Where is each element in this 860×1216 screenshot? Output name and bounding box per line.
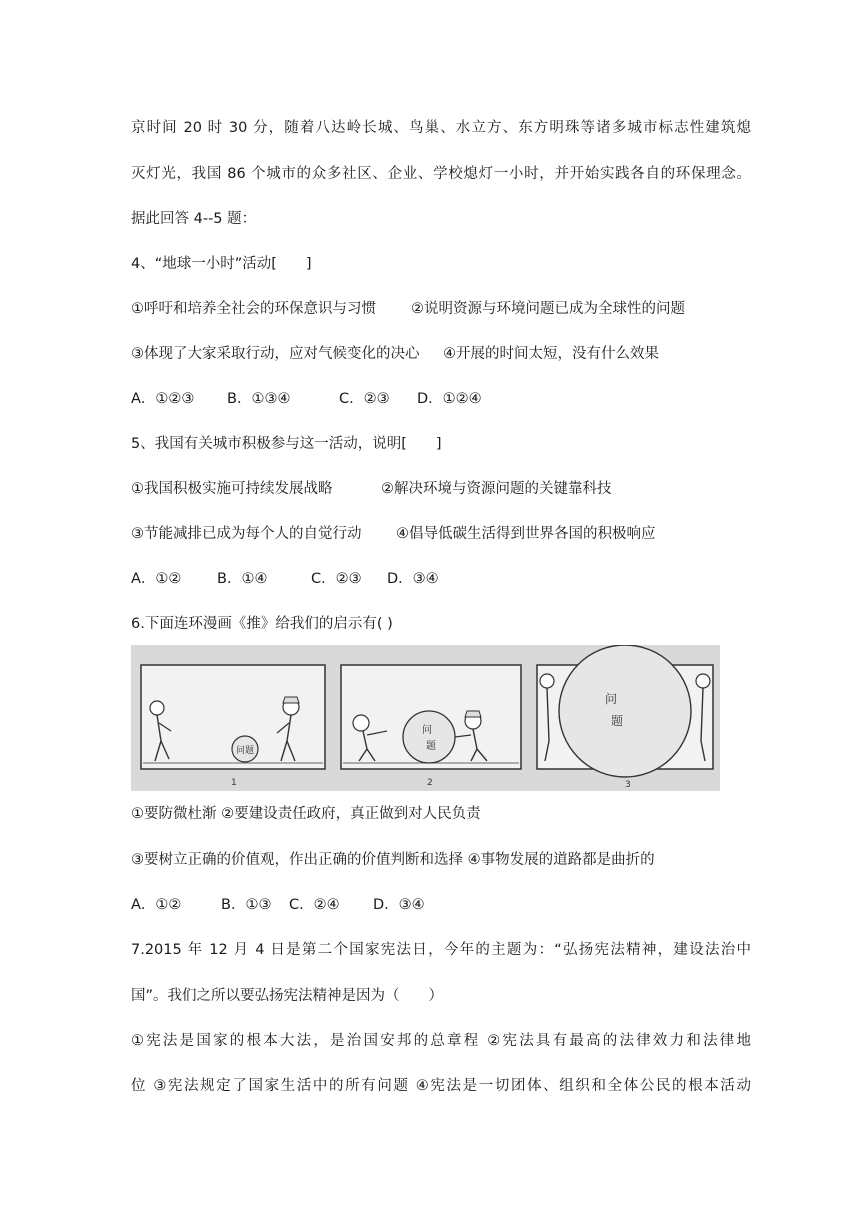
q4-option-3: ③体现了大家采取行动，应对气候变化的决心: [131, 346, 420, 362]
comic-panel-number-1: 1: [231, 778, 237, 788]
q5-option-1: ①我国积极实施可持续发展战略: [131, 481, 333, 497]
q4-option-1: ①呼吁和培养全社会的环保意识与习惯: [131, 301, 376, 317]
q6-stem: 6.下面连环漫画《推》给我们的启示有( ): [131, 616, 393, 632]
q6-choice-a: A．①②: [131, 897, 182, 913]
q4-choice-d: D．①②④: [417, 391, 482, 407]
q7-stem-line-2: 国”。我们之所以要弘扬宪法精神是因为（ ）: [131, 988, 444, 1004]
comic-ball-label-2b: 题: [426, 741, 436, 752]
q4-choice-a: A．①②③: [131, 391, 195, 407]
comic-push-image: [131, 645, 720, 791]
q5-choice-c: C．②③: [311, 571, 362, 587]
comic-panel-2: [341, 665, 521, 788]
q5-choice-a: A．①②: [131, 571, 182, 587]
q7-options-row-2: 位 ③宪法规定了国家生活中的所有问题 ④宪法是一切团体、组织和全体公民的根本活动: [131, 1078, 751, 1094]
comic-ball-medium: [403, 711, 455, 763]
comic-ball-label-3b: 题: [610, 714, 624, 728]
comic-ball-label-3: 问: [604, 692, 618, 706]
q6-options-row-1: ①要防微杜渐 ②要建设责任政府，真正做到对人民负责: [131, 806, 481, 822]
q4-stem: 4、“地球一小时”活动[ ]: [131, 256, 312, 272]
intro-line-1: 京时间 20 时 30 分，随着八达岭长城、鸟巢、水立方、东方明珠等诸多城市标志性建筑熄: [131, 120, 751, 136]
q6-choice-b: B．①③: [221, 897, 272, 913]
q5-stem: 5、我国有关城市积极参与这一活动，说明[ ]: [131, 436, 442, 452]
comic-ball-large: [559, 645, 691, 777]
comic-panel-3: [537, 645, 713, 790]
q6-options-row-2: ③要树立正确的价值观，作出正确的价值判断和选择 ④事物发展的道路都是曲折的: [131, 852, 655, 868]
q5-option-2: ②解决环境与资源问题的关键靠科技: [381, 481, 612, 497]
q5-choice-b: B．①④: [217, 571, 268, 587]
q7-options-row-1: ①宪法是国家的根本大法，是治国安邦的总章程 ②宪法具有最高的法律效力和法律地: [131, 1033, 751, 1049]
q5-choice-d: D．③④: [387, 571, 439, 587]
q4-choice-c: C．②③: [339, 391, 390, 407]
intro-line-2: 灭灯光，我国 86 个城市的众多社区、企业、学校熄灯一小时，并开始实践各自的环保理念。: [131, 166, 751, 182]
comic-panel-1: [141, 665, 325, 788]
comic-ball-label-1: 问题: [235, 746, 255, 756]
comic-panel-number-3: 3: [625, 780, 631, 790]
q7-stem-line-1: 7.2015 年 12 月 4 日是第二个国家宪法日，今年的主题为：“弘扬宪法精神，建设法治中: [131, 942, 751, 958]
q5-option-3: ③节能减排已成为每个人的自觉行动: [131, 526, 362, 542]
q4-option-2: ②说明资源与环境问题已成为全球性的问题: [411, 301, 685, 317]
q4-option-4: ④开展的时间太短，没有什么效果: [443, 346, 659, 362]
q6-choice-c: C．②④: [289, 897, 340, 913]
comic-panel-number-2: 2: [427, 778, 433, 788]
q5-option-4: ④倡导低碳生活得到世界各国的积极响应: [396, 526, 656, 542]
q6-choice-d: D．③④: [373, 897, 425, 913]
comic-ball-label-2: 问: [422, 725, 432, 736]
q4-choice-b: B．①③④: [227, 391, 291, 407]
intro-line-3: 据此回答 4--5 题：: [131, 211, 257, 227]
